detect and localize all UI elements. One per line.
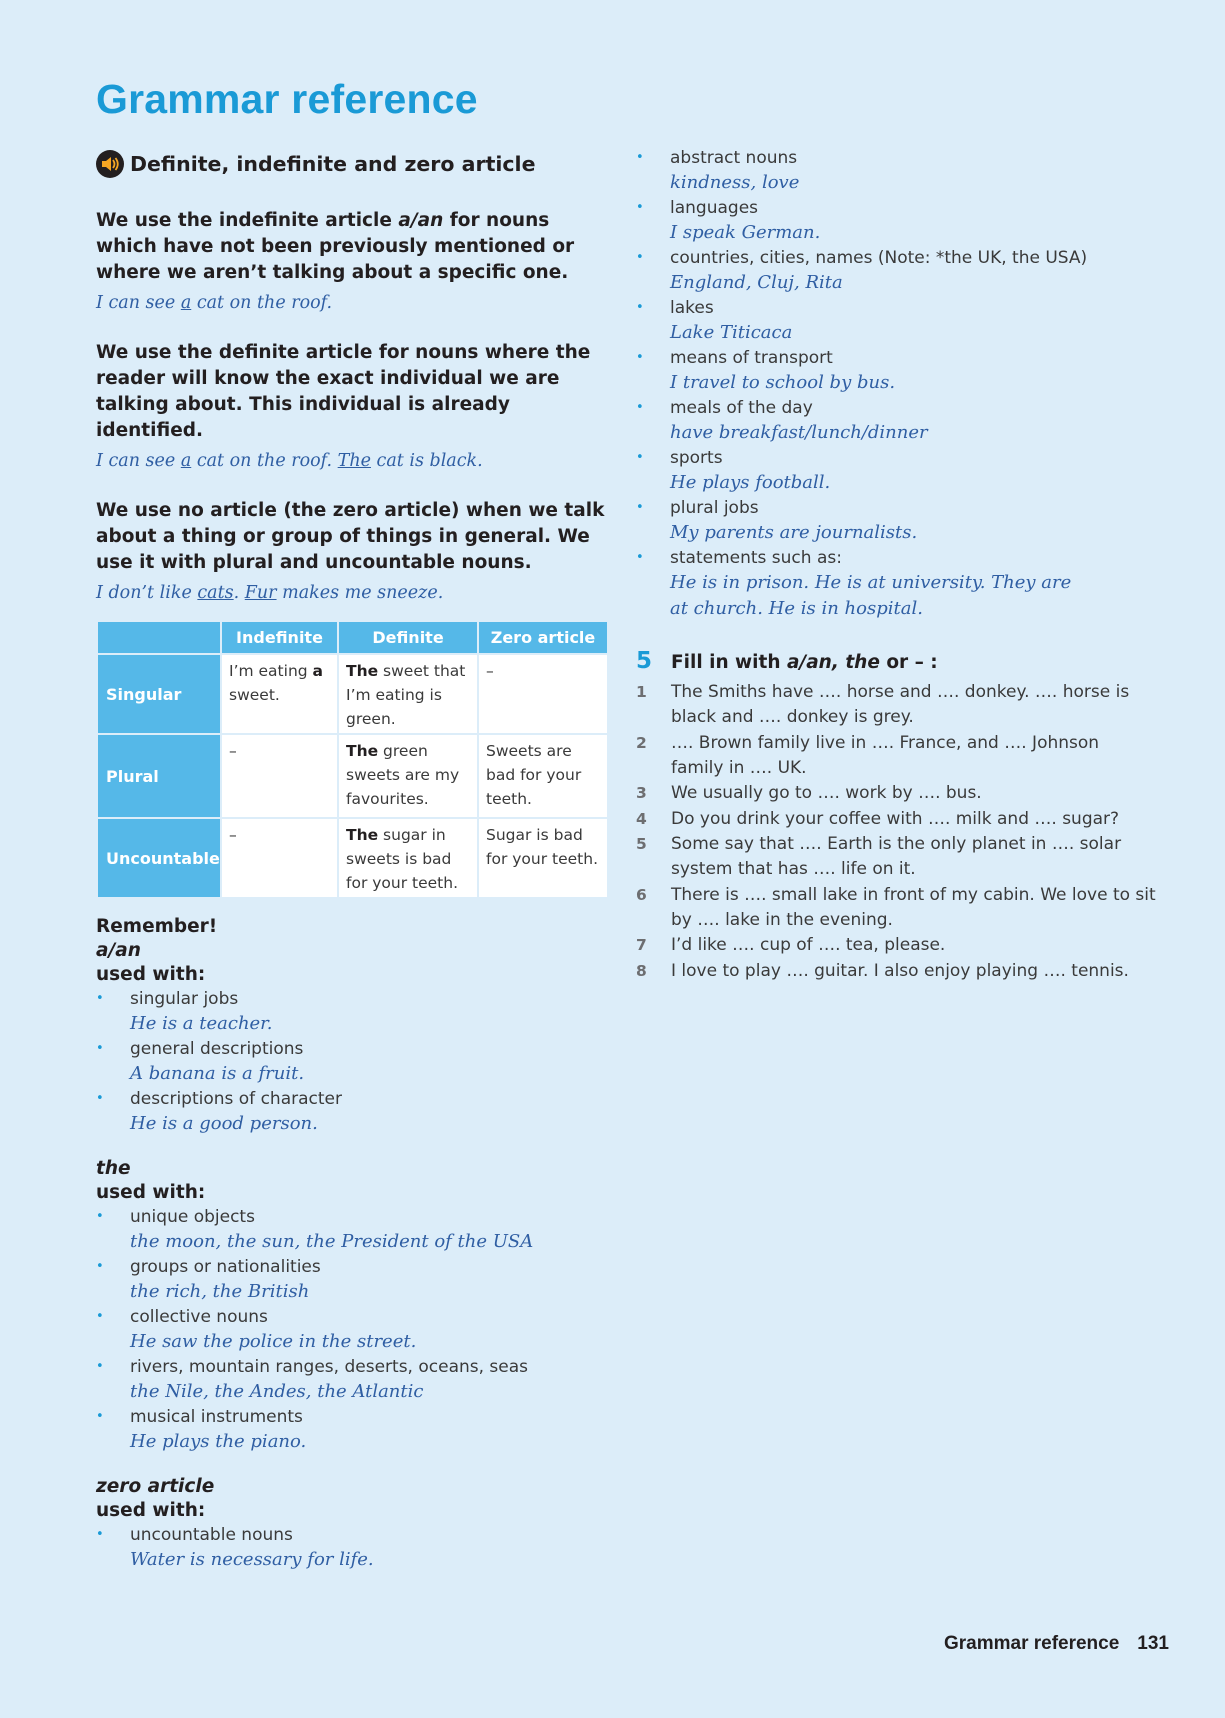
page-title: Grammar reference bbox=[96, 76, 478, 122]
section-header bbox=[96, 146, 606, 182]
table-row bbox=[97, 818, 608, 898]
exercise-number: 5 bbox=[636, 648, 653, 674]
table-header: Zero article bbox=[478, 621, 608, 654]
exercise-instruction: Fill in with a/an, the or – : bbox=[671, 652, 938, 673]
rule-text: We use the definite article for nouns where the reader will know the exact individual we are talking about. This individual is already identified. bbox=[96, 342, 591, 441]
audio-speaker-icon[interactable] bbox=[96, 150, 124, 178]
exercise-item: 2 …. Brown family live in …. France, and …. Johnson family in …. UK. bbox=[636, 732, 1100, 778]
rule-example: I don’t like cats. Fur makes me sneeze. bbox=[96, 583, 444, 603]
table-header: Definite bbox=[338, 621, 478, 654]
list-item: • plural jobs My parents are journalists. bbox=[636, 496, 1156, 546]
list-item: • collective nouns He saw the police in the street. bbox=[96, 1305, 606, 1355]
rule-definite bbox=[96, 340, 606, 474]
table-cell: – bbox=[478, 654, 608, 734]
exercise-item: 6 There is …. small lake in front of my cabin. We love to sit by …. lake in the evening. bbox=[636, 884, 1156, 930]
rule-text: We use the indefinite article a/an for nouns which have not been previously mentioned or where we aren’t talking about a specific one. bbox=[96, 210, 575, 283]
list-item: • musical instruments He plays the piano. bbox=[96, 1405, 606, 1455]
block-heading: a/an bbox=[96, 940, 141, 961]
list-item: • meals of the day have breakfast/lunch/dinner bbox=[636, 396, 1156, 446]
zero-article-uses-list bbox=[636, 146, 1156, 622]
list-item: • abstract nouns kindness, love bbox=[636, 146, 1156, 196]
rule-example: I can see a cat on the roof. bbox=[96, 293, 333, 313]
list-item: • rivers, mountain ranges, deserts, oceans, seas the Nile, the Andes, the Atlantic bbox=[96, 1355, 606, 1405]
the-block bbox=[96, 1157, 606, 1455]
page-number: 131 bbox=[1137, 1633, 1169, 1654]
list-item: • means of transport I travel to school by bus. bbox=[636, 346, 1156, 396]
exercise-header bbox=[636, 648, 1156, 674]
exercise-items bbox=[636, 680, 1156, 984]
rule-indefinite bbox=[96, 208, 606, 316]
rule-example: I can see a cat on the roof. The cat is black. bbox=[96, 451, 483, 471]
exercise-5 bbox=[636, 648, 1156, 984]
the-list bbox=[96, 1205, 606, 1455]
exercise-item: 7 I’d like …. cup of …. tea, please. bbox=[636, 935, 946, 955]
list-item: • descriptions of character He is a good person. bbox=[96, 1087, 606, 1137]
exercise-item: 1 The Smiths have …. horse and …. donkey. …. horse is black and …. donkey is grey. bbox=[636, 682, 1130, 727]
left-column bbox=[96, 146, 606, 1573]
footer-label: Grammar reference bbox=[943, 1633, 1120, 1654]
table-cell: I’m eating a sweet. bbox=[221, 654, 338, 734]
list-item: • sports He plays football. bbox=[636, 446, 1156, 496]
a-an-list bbox=[96, 987, 606, 1137]
table-cell: – bbox=[221, 734, 338, 818]
page-footer bbox=[944, 1633, 1169, 1655]
remember-block bbox=[96, 915, 606, 1137]
table-cell: Sweets are bad for your teeth. bbox=[478, 734, 608, 818]
row-label: Uncountable bbox=[97, 818, 221, 898]
right-column bbox=[636, 146, 1156, 984]
table-cell: – bbox=[221, 818, 338, 898]
list-item: • uncountable nouns Water is necessary for life. bbox=[96, 1523, 606, 1573]
rule-zero bbox=[96, 498, 606, 606]
exercise-item: 4 Do you drink your coffee with …. milk and …. sugar? bbox=[636, 808, 1120, 829]
list-item: • languages I speak German. bbox=[636, 196, 1156, 246]
list-item: • countries, cities, names (Note: *the UK, the USA) England, Cluj, Rita bbox=[636, 246, 1156, 296]
table-cell: Sugar is bad for your teeth. bbox=[478, 818, 608, 898]
exercise-item: 5 Some say that …. Earth is the only planet in …. solar system that has …. life on it. bbox=[636, 834, 1122, 879]
table-header: Indefinite bbox=[221, 621, 338, 654]
list-item: • statements such as: He is in prison. He is at university. They are at church. He is in hospital. bbox=[636, 546, 1156, 622]
block-subheading: used with: bbox=[96, 1500, 206, 1521]
table-cell: The sugar in sweets is bad for your teeth. bbox=[338, 818, 478, 898]
list-item: • unique objects the moon, the sun, the President of the USA bbox=[96, 1205, 606, 1255]
row-label: Singular bbox=[97, 654, 221, 734]
table-row bbox=[97, 654, 608, 734]
list-item: • groups or nationalities the rich, the British bbox=[96, 1255, 606, 1305]
list-item: • singular jobs He is a teacher. bbox=[96, 987, 606, 1037]
zero-list bbox=[96, 1523, 606, 1573]
table-cell: The sweet that I’m eating is green. bbox=[338, 654, 478, 734]
table-corner bbox=[97, 621, 221, 654]
section-title: Definite, indefinite and zero article bbox=[130, 152, 536, 176]
list-item: • lakes Lake Titicaca bbox=[636, 296, 1156, 346]
block-subheading: used with: bbox=[96, 1182, 206, 1203]
row-label: Plural bbox=[97, 734, 221, 818]
table-row bbox=[97, 734, 608, 818]
articles-table bbox=[96, 620, 609, 899]
exercise-item: 3 We usually go to …. work by …. bus. bbox=[636, 783, 982, 803]
remember-title: Remember! bbox=[96, 916, 218, 937]
block-heading: the bbox=[96, 1158, 131, 1179]
block-heading: zero article bbox=[96, 1476, 215, 1497]
table-header-row bbox=[97, 621, 608, 654]
block-subheading: used with: bbox=[96, 964, 206, 985]
table-cell: The green sweets are my favourites. bbox=[338, 734, 478, 818]
list-item: • general descriptions A banana is a fruit. bbox=[96, 1037, 606, 1087]
rule-text: We use no article (the zero article) when we talk about a thing or group of things in general. We use it with plural and uncountable nouns. bbox=[96, 500, 605, 573]
exercise-item: 8 I love to play …. guitar. I also enjoy playing …. tennis. bbox=[636, 960, 1129, 981]
zero-article-block bbox=[96, 1475, 606, 1573]
